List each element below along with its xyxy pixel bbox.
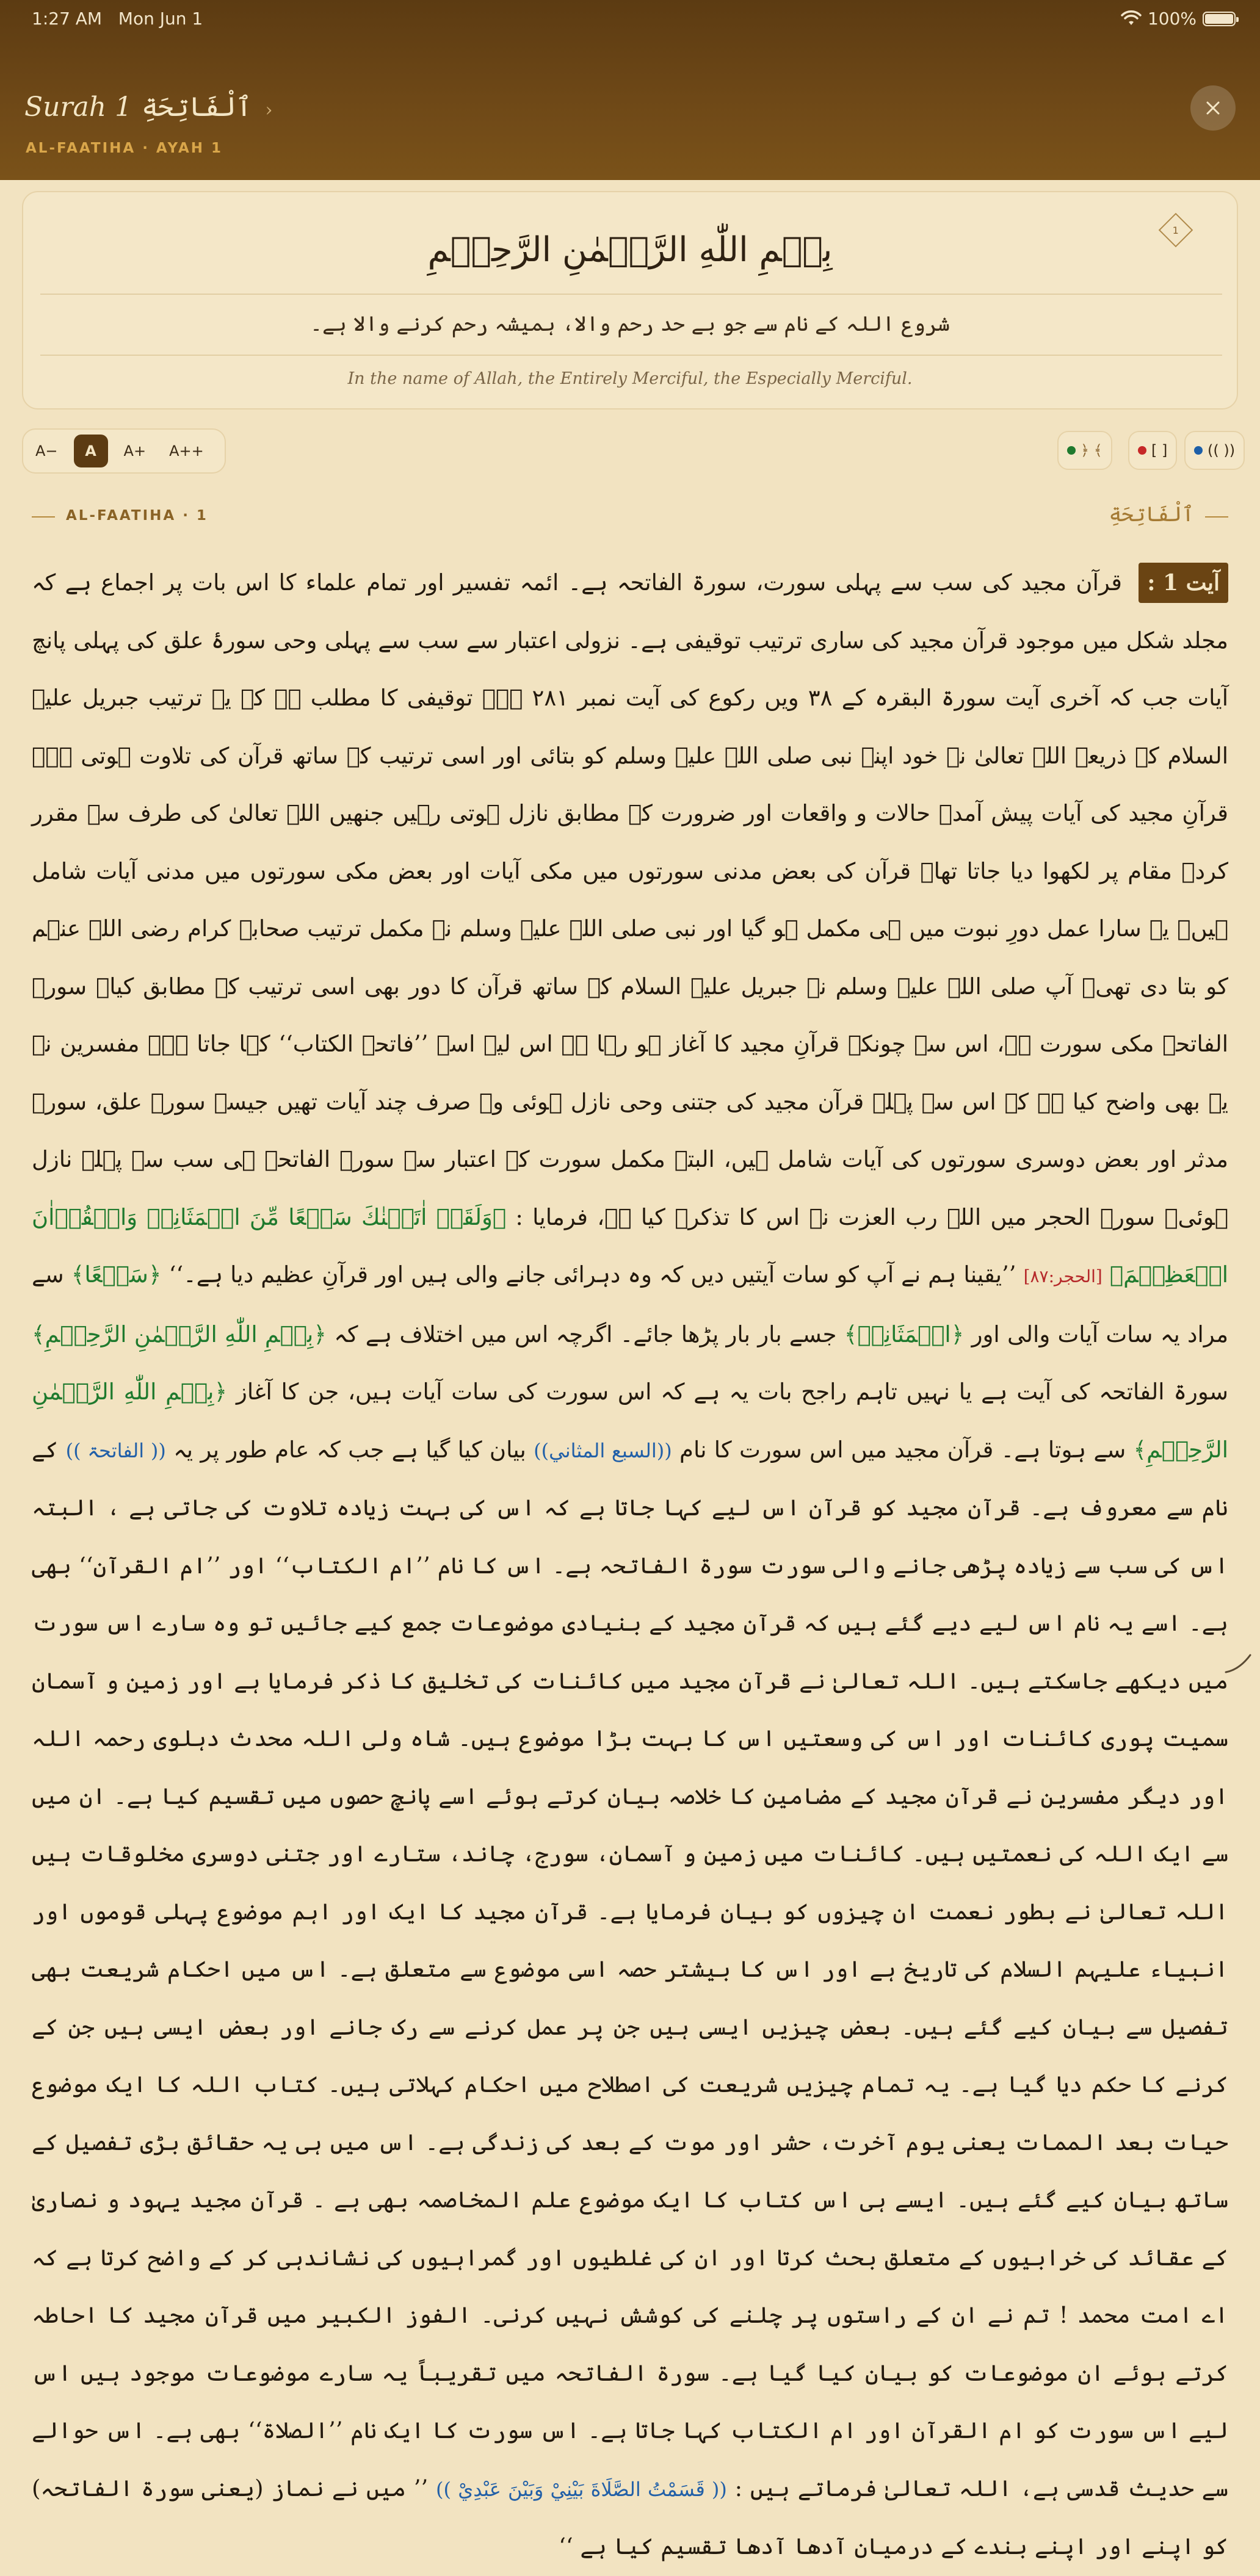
red-dot-icon — [1138, 446, 1146, 455]
status-clock: 1:27 AM — [32, 9, 103, 29]
battery-percent: 100% — [1147, 9, 1197, 29]
close-button[interactable] — [1190, 85, 1236, 131]
app-header — [0, 0, 1260, 180]
section-header — [32, 502, 1228, 530]
tafseer-paragraph: کے نام سے معروف ہے۔ قرآن مجید کو قرآن اس لیے کہا جاتا ہے کہ اس کی بہت زیادہ تلاوت کی جاتی ہے ، البتہ اس کی سب سے زیادہ پڑھی جانے والی سورت سورۃ الفاتحہ ہے۔ اس کا نام ’’ام الکتاب‘‘ اور ’’ام القرآن‘‘ بھی ہے۔ اسے یہ نام اس لیے دیے گئے ہیں کہ قرآن مجید کے بنیادی موضوعات جمع کیے جائیں تو وہ سارے اس سورت میں دیکھے جاسکتے ہیں۔ اللہ تعالیٰ نے قرآن مجید میں کائنات کی تخلیق کا ذکر فرمایا ہے اور زمین و آسمان سمیت پوری کائنات اور اس کی وسعتیں اس کا بہت بڑا موضوع ہیں۔ شاہ ولی اللہ محدث دہلوی رحمہ اللہ اور دیگر مفسرین نے قرآن مجید کے مضامین کا خلاصہ بیان کرتے ہوئے اسے پانچ حصوں میں تقسیم کیا ہے۔ ان میں سے ایک اللہ کی نعمتیں ہیں۔ کائنات میں زمین و آسمان، سورج، چاند، ستارے اور جتنی دوسری مخلوقات ہیں اللہ تعالیٰ نے بطور نعمت ان چیزوں کو بیان فرمایا ہے۔ قرآن مجید کا ایک اور اہم موضوع پہلی قوموں اور انبیاء علیہم السلام کی تاریخ ہے اور اس کا بیشتر حصہ اسی موضوع سے متعلق ہے۔ اس میں احکام شریعت بھی تفصیل سے بیان کیے گئے ہیں۔ بعض چیزیں ایسی ہیں جن پر عمل کرنے سے رک جانے اور بعض ایسی ہیں جن کے کرنے کا حکم دیا گیا ہے۔ یہ تمام چیزیں شریعت کی اصطلاح میں احکام کہلاتی ہیں۔ کتاب اللہ کا ایک موضوع حیات بعد الممات یعنی یوم آخرت، حشر اور موت کے بعد کی زندگی ہے۔ اس میں ہی یہ حقائق بڑی تفصیل کے ساتھ بیان کیے گئے ہیں۔ ایسے ہی اس کتاب کا ایک موضوع علم المخاصمہ بھی ہے ۔ قرآن مجید یہود و نصاریٰ کے عقائد کی خرابیوں کے متعلق بحث کرتا اور ان کی غلطیوں اور گمراہیوں کی نشاندہی کر کے واضح کرتا ہے کہ اے امت محمد ! تم نے ان کے راستوں پر چلنے کی کوشش نہیں کرنی۔ الفوز الکبیر میں قرآن مجید کا احاطہ کرتے ہوئے ان موضوعات کو بیان کیا گیا ہے۔ سورۃ الفاتحہ میں تقریباً یہ سارے موضوعات موجود ہیں اس لیے اس سورت کو ام القرآن اور ام الکتاب کہا جاتا ہے۔ اس سورت کا ایک نام ’’الصلاۃ‘‘ بھی ہے۔ اس حوالے سے حدیث قدسی ہے، اللہ تعالیٰ فرماتے ہیں : — [32, 1436, 1228, 2502]
section-rule — [1205, 516, 1228, 518]
surah-arabic-name: ٱلْفَاتِحَةِ — [142, 92, 252, 123]
ayah-english-translation: In the name of Allah, the Entirely Merciful, the Especially Merciful. — [347, 369, 913, 388]
legend-quran-label: ﴿ ﴾ — [1081, 442, 1102, 459]
quran-quote[interactable]: ﴿سَبۡعًا﴾ — [71, 1261, 162, 1288]
surah-label: Surah 1 — [24, 92, 132, 123]
tafseer-text — [32, 554, 1229, 2560]
surah-selector[interactable] — [24, 92, 273, 123]
card-divider — [40, 355, 1222, 356]
font-larger-button[interactable]: A+ — [123, 442, 147, 460]
quran-quote[interactable]: ﴿الۡمَثَانِىۡ﴾ — [844, 1321, 965, 1348]
tafseer-paragraph: سورۃ الفاتحہ کی آیت ہے یا نہیں تاہم راجح بات یہ ہے کہ اس سورت کی سات آیات ہیں، جن کا آغاز — [236, 1379, 1229, 1405]
close-icon — [1204, 99, 1222, 117]
ayah-arabic-text: بِسۡمِ اللّٰهِ الرَّحۡمٰنِ الرَّحِيۡمِ — [427, 230, 833, 270]
legend-reference-label: [ ] — [1151, 442, 1168, 459]
ayah-number: 1 — [1172, 224, 1179, 236]
hadith-quote[interactable]: ((السبع المثاني)) — [534, 1438, 672, 1462]
wifi-icon — [1121, 12, 1142, 26]
status-bar — [0, 0, 1260, 39]
quran-quote[interactable]: ﴿وَلَقَدۡ اٰتَيۡنٰكَ سَبۡعًا مِّنَ الۡمَثَانِىۡ وَالۡقُرۡاٰنَ الۡعَظِيۡمَ﴾ — [32, 1203, 1228, 1288]
legend-reference-brackets[interactable] — [1128, 431, 1177, 470]
battery-icon — [1203, 12, 1236, 26]
status-time — [32, 9, 203, 29]
ayah-urdu-translation: شروع اللہ کے نام سے جو بے حد رحم والا، ہمیشہ رحم کرنے والا ہے۔ — [310, 312, 950, 336]
ayah-card — [22, 191, 1238, 409]
status-date: Mon Jun 1 — [118, 9, 203, 29]
tafseer-paragraph: قرآن مجید کی سب سے پہلی سورت، سورۃ الفاتحہ ہے۔ ائمہ تفسیر اور تمام علماء کا اس بات پر اجماع ہے کہ مجلد شکل میں موجود قرآن مجید کی ساری ترتیب توقیفی ہے۔ نزولی اعتبار سے سب سے پہلی وحی سورۂ علق کی پہلی پانچ آیات جب کہ آخری آیت سورۃ البقرہ کے ۳۸ ویں رکوع کی آیت نمبر ۲۸۱ ہے۔ توقیفی کا مطلب ہے کہ یہ ترتیب جبریل علیہ السلام کے ذریعے اللہ تعالیٰ نے خود اپنے نبی صلی اللہ علیہ وسلم کو بتائی اور اسی ترتیب کے ساتھ قرآن کی تلاوت ہوتی ہے۔ قرآنِ مجید کی آیات پیش آمدہ حالات و واقعات اور ضرورت کے مطابق نازل ہوتی رہیں جنھیں اللہ تعالیٰ کی طرف سے مقرر کردہ مقام پر لکھوا دیا جاتا تھا۔ قرآن کی بعض مدنی سورتوں میں مکی آیات اور بعض مکی سورتوں میں مدنی آیات شامل ہیں۔ یہ سارا عمل دورِ نبوت میں ہی مکمل ہو گیا اور نبی صلی اللہ علیہ وسلم نے مکمل ترتیب صحابہ کرام رضی اللہ عنہم کو بتا دی تھی۔ آپ صلی اللہ علیہ وسلم نے جبریل علیہ السلام کے ساتھ قرآن کا دور بھی اسی ترتیب کے مطابق کیا۔ سورۃ الفاتحہ مکی سورت ہے، اس سے چونکہ قرآنِ مجید کا آغاز ہو رہا ہے اس لیے اسے ’’فاتحۃ الکتاب‘‘ کہا جاتا ہے۔ مفسرین نے یہ بھی واضح کیا ہے کہ اس سے پہلے قرآن مجید کی جتنی وحی نازل ہوئی وہ صرف چند آیات تھیں جیسے سورۂ علق، سورۂ مدثر اور بعض دوسری سورتوں کی آیات شامل ہیں، البتہ مکمل سورت کے اعتبار سے سورۃ الفاتحہ ہی سب سے پہلے نازل ہوئی۔ سورۃ الحجر میں اللہ رب العزت نے اس کا تذکرہ کیا ہے، فرمایا : — [32, 569, 1228, 1230]
legend-hadith-label: (( )) — [1208, 442, 1236, 459]
legend-quran-brackets[interactable] — [1057, 431, 1112, 470]
font-normal-button[interactable]: A — [74, 435, 108, 467]
chevron-right-icon: › — [265, 99, 273, 121]
surah-ayah-subtitle: AL-FAATIHA · AYAH 1 — [26, 140, 223, 156]
font-largest-button[interactable]: A++ — [169, 442, 204, 460]
hadith-quote[interactable]: (( قَسَمْتُ الصَّلَاةَ بَيْنِيْ وَبَيْنَ عَبْدِيْ )) — [436, 2477, 727, 2501]
section-arabic-title: ٱلْفَاتِحَةِ — [1109, 502, 1194, 527]
tafseer-paragraph: ’’ میں نے نماز (یعنی سورۃ الفاتحہ) کو اپنے اور اپنے بندے کے درمیان آدھا آدھا تقسیم کیا ہے ‘‘ — [32, 2475, 1228, 2560]
tafseer-paragraph: بیان کیا گیا ہے جب کہ عام طور پر یہ — [173, 1436, 526, 1463]
scroll-handle-icon[interactable] — [1221, 1642, 1255, 1676]
tafseer-paragraph: ’’یقینا ہم نے آپ کو سات آیتیں دیں کہ وہ دہرائی جانے والی ہیں اور قرآنِ عظیم دیا ہے۔‘‘ — [168, 1261, 1016, 1288]
status-indicators — [1121, 9, 1236, 29]
ayah-tag: آیت 1 : — [1139, 563, 1228, 603]
quran-quote[interactable]: ﴿بِسۡمِ اللّٰهِ الرَّحۡمٰنِ الرَّحِيۡمِ﴾ — [32, 1321, 327, 1348]
green-dot-icon — [1067, 446, 1076, 455]
blue-dot-icon — [1194, 446, 1203, 455]
font-size-controls — [22, 428, 226, 474]
legend-hadith-brackets[interactable] — [1184, 431, 1245, 470]
tafseer-paragraph: جسے بار بار پڑھا جائے۔ اگرچہ اس میں اختلاف ہے کہ — [334, 1321, 837, 1348]
card-divider — [40, 294, 1222, 295]
verse-reference[interactable]: [الحجر:٨٧] — [1023, 1266, 1102, 1286]
section-rule — [32, 516, 55, 518]
font-smaller-button[interactable]: A− — [35, 442, 58, 460]
tafseer-paragraph: سے ہوتا ہے۔ قرآن مجید میں اس سورت کا نام — [679, 1436, 1126, 1463]
quran-quote[interactable]: ﴿بِسۡمِ اللّٰهِ الرَّحۡمٰنِ الرَّحِيۡمِ﴾ — [32, 1379, 1229, 1463]
section-label: AL-FAATIHA · 1 — [66, 508, 208, 524]
hadith-quote[interactable]: (( الفاتحۃ )) — [65, 1438, 166, 1462]
tafseer-paragraph: سے مراد یہ سات آیات والی اور — [32, 1261, 1229, 1348]
